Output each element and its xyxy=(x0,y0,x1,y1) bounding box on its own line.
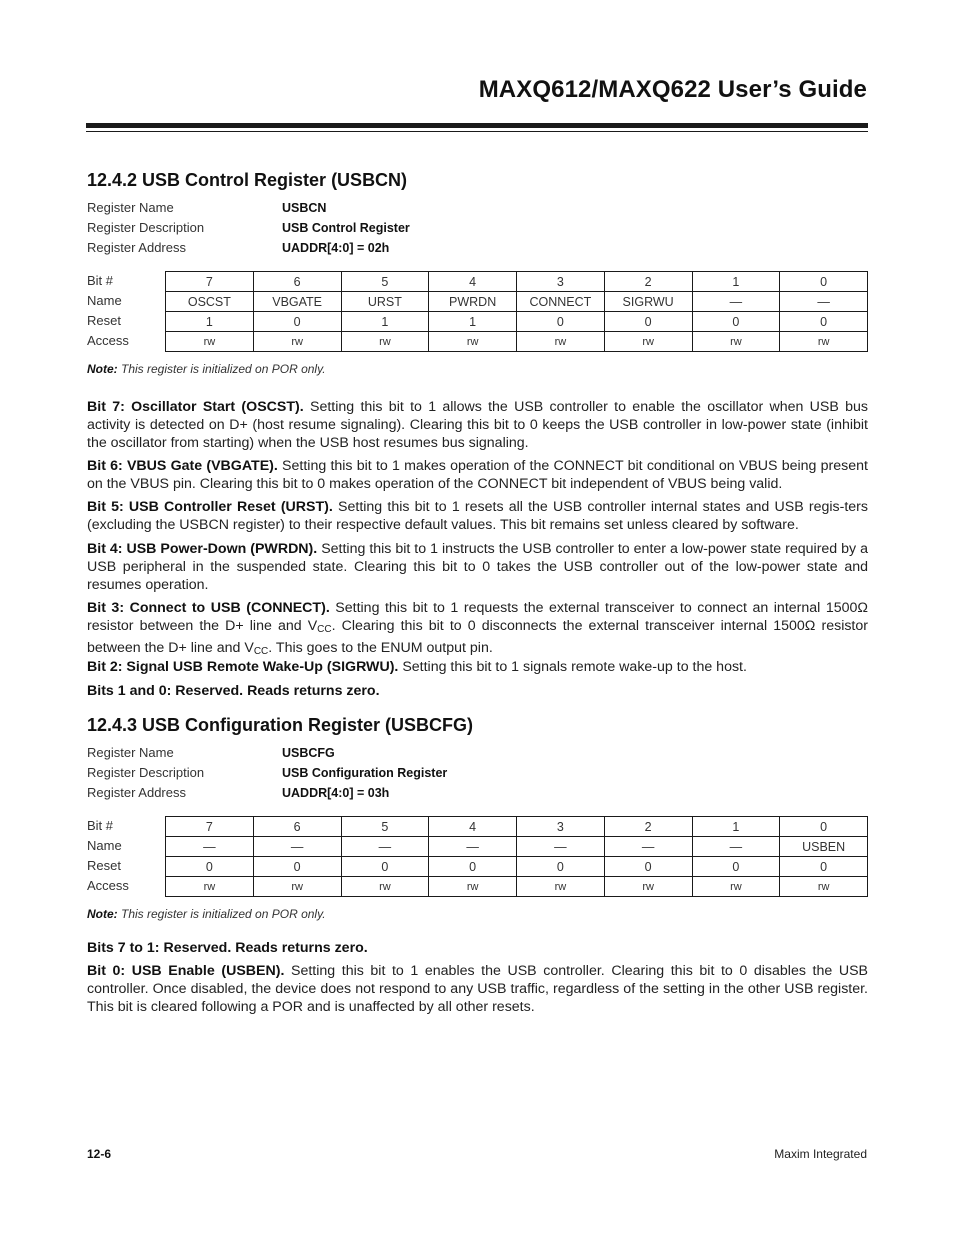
row-label-reset: Reset xyxy=(87,858,121,873)
access-row xyxy=(166,332,868,352)
info-value: USBCN xyxy=(282,201,327,215)
table-cell: rw xyxy=(604,332,692,352)
info-value: UADDR[4:0] = 03h xyxy=(282,786,390,800)
table-cell: rw xyxy=(604,877,692,897)
header-rule-thin xyxy=(86,131,868,132)
section-usbcn xyxy=(87,168,868,377)
section-usbcfg xyxy=(87,713,868,922)
paragraph-heading: Bit 6: VBUS Gate (VBGATE). xyxy=(87,458,278,474)
table-cell: 0 xyxy=(780,312,868,332)
table-cell: 0 xyxy=(517,312,605,332)
info-value: USBCFG xyxy=(282,746,335,760)
register-bit-map xyxy=(87,816,868,897)
section-title: 12.4.2 USB Control Register (USBCN) xyxy=(87,170,408,190)
info-label: Register Description xyxy=(87,220,205,235)
table-cell: 4 xyxy=(429,272,517,292)
info-label: Register Name xyxy=(87,745,174,760)
access-row xyxy=(166,877,868,897)
subscript-cc: CC xyxy=(253,646,269,657)
paragraph-heading: Bits 1 and 0: Reserved. Reads returns zero. xyxy=(87,683,380,699)
register-info xyxy=(87,743,868,803)
table-cell: — xyxy=(166,837,254,857)
row-label-access: Access xyxy=(87,333,129,348)
document-title: MAXQ612/MAXQ622 User’s Guide xyxy=(478,76,867,103)
table-cell: rw xyxy=(780,877,868,897)
table-cell: — xyxy=(253,837,341,857)
info-row xyxy=(87,743,868,763)
paragraph-text: Setting this bit to 1 resets all the USB controller internal states and USB regis-ters (excluding the USBCN register) to their respective default values. This bit remains set unless cleared by software. xyxy=(87,499,868,533)
table-cell: rw xyxy=(517,332,605,352)
page-number: 12-6 xyxy=(87,1147,112,1161)
subscript-cc: CC xyxy=(317,624,332,635)
table-cell: rw xyxy=(166,332,254,352)
table-cell: 0 xyxy=(166,857,254,877)
row-label-bit: Bit # xyxy=(87,818,114,833)
register-note xyxy=(87,906,868,922)
table-cell: — xyxy=(341,837,429,857)
table-cell: 1 xyxy=(429,312,517,332)
table-cell: rw xyxy=(429,332,517,352)
table-cell: 0 xyxy=(780,857,868,877)
info-row xyxy=(87,763,868,783)
row-label-reset: Reset xyxy=(87,313,121,328)
paragraph-bit5 xyxy=(87,498,868,534)
row-label-name: Name xyxy=(87,838,122,853)
paragraph-bit2 xyxy=(87,658,868,676)
table-cell: — xyxy=(692,292,780,312)
paragraph-heading: Bit 7: Oscillator Start (OSCST). xyxy=(87,399,304,415)
paragraph-heading: Bits 7 to 1: Reserved. Reads returns zero. xyxy=(87,940,368,956)
table-cell: rw xyxy=(341,332,429,352)
info-value: UADDR[4:0] = 02h xyxy=(282,241,390,255)
row-labels xyxy=(87,271,165,352)
register-info xyxy=(87,198,868,258)
register-table xyxy=(165,816,868,897)
table-cell: 0 xyxy=(780,272,868,292)
table-cell: PWRDN xyxy=(429,292,517,312)
row-label-name: Name xyxy=(87,293,122,308)
info-label: Register Address xyxy=(87,240,186,255)
table-cell: — xyxy=(692,837,780,857)
info-value: USB Configuration Register xyxy=(282,766,448,780)
table-cell: 0 xyxy=(604,312,692,332)
table-cell: rw xyxy=(429,877,517,897)
table-cell: 2 xyxy=(604,272,692,292)
table-cell: 2 xyxy=(604,817,692,837)
reset-row xyxy=(166,857,868,877)
paragraph-bit7 xyxy=(87,398,868,452)
paragraph-text: . This goes to the ENUM output pin. xyxy=(268,640,493,656)
table-cell: 0 xyxy=(780,817,868,837)
table-cell: USBEN xyxy=(780,837,868,857)
table-cell: 0 xyxy=(253,312,341,332)
paragraph-bit6 xyxy=(87,457,868,493)
table-cell: — xyxy=(429,837,517,857)
table-cell: SIGRWU xyxy=(604,292,692,312)
table-cell: URST xyxy=(341,292,429,312)
paragraph-text: Setting this bit to 1 requests the external transceiver to connect an internal 1500Ω resistor between the D+ line and V xyxy=(87,600,868,634)
table-cell: 0 xyxy=(341,857,429,877)
table-cell: — xyxy=(780,292,868,312)
table-cell: 0 xyxy=(692,857,780,877)
table-cell: — xyxy=(517,837,605,857)
paragraph-bit4 xyxy=(87,540,868,594)
table-cell: 1 xyxy=(341,312,429,332)
paragraph-text: Setting this bit to 1 makes operation of the CONNECT bit conditional on VBUS being present on the VBUS pin. Clearing this bit to 0 makes operation of the CONNECT bit independent of VBUS being valid. xyxy=(87,458,868,492)
table-cell: 0 xyxy=(692,312,780,332)
reset-row xyxy=(166,312,868,332)
table-cell: 0 xyxy=(517,857,605,877)
table-cell: rw xyxy=(692,877,780,897)
table-cell: 0 xyxy=(429,857,517,877)
paragraph-text: . Clearing this bit to 0 disconnects the external transceiver internal 1500Ω resistor between the D+ line and V xyxy=(87,618,868,656)
row-label-bit: Bit # xyxy=(87,273,114,288)
table-cell: 0 xyxy=(253,857,341,877)
table-cell: 3 xyxy=(517,817,605,837)
note-text: This register is initialized on POR only. xyxy=(117,362,326,376)
table-cell: 6 xyxy=(253,817,341,837)
table-cell: CONNECT xyxy=(517,292,605,312)
name-row xyxy=(166,292,868,312)
table-cell: rw xyxy=(166,877,254,897)
table-cell: 1 xyxy=(692,817,780,837)
paragraph-heading: Bit 5: USB Controller Reset (URST). xyxy=(87,499,333,515)
note-label: Note: xyxy=(87,362,118,376)
info-value: USB Control Register xyxy=(282,221,410,235)
header-rule-thick xyxy=(86,123,868,128)
note-text: This register is initialized on POR only. xyxy=(117,907,326,921)
paragraph-bits7-1 xyxy=(87,939,868,957)
name-row xyxy=(166,837,868,857)
register-table xyxy=(165,271,868,352)
info-label: Register Address xyxy=(87,785,186,800)
table-cell: VBGATE xyxy=(253,292,341,312)
table-cell: 5 xyxy=(341,817,429,837)
register-bit-map xyxy=(87,271,868,352)
paragraph-heading: Bit 4: USB Power-Down (PWRDN). xyxy=(87,541,318,557)
bit-row xyxy=(166,817,868,837)
paragraph-text: Setting this bit to 1 enables the USB controller. Clearing this bit to 0 disables the USB controller. Once disabled, the device does not respond to any USB traffic, regardless of the setting in the other USB register. This bit is cleared following a POR and is unaffected by all other resets. xyxy=(87,963,868,1015)
info-row xyxy=(87,238,868,258)
info-row xyxy=(87,218,868,238)
table-cell: rw xyxy=(253,332,341,352)
company-name: Maxim Integrated xyxy=(774,1147,867,1161)
register-note xyxy=(87,361,868,377)
paragraph-bit0 xyxy=(87,962,868,1016)
table-cell: 1 xyxy=(692,272,780,292)
table-cell: rw xyxy=(692,332,780,352)
table-cell: 3 xyxy=(517,272,605,292)
info-label: Register Name xyxy=(87,200,174,215)
table-cell: rw xyxy=(780,332,868,352)
table-cell: 5 xyxy=(341,272,429,292)
table-cell: rw xyxy=(253,877,341,897)
section-title: 12.4.3 USB Configuration Register (USBCFG) xyxy=(87,715,474,735)
row-labels xyxy=(87,816,165,897)
paragraph-bit3 xyxy=(87,599,868,661)
paragraph-text: Setting this bit to 1 allows the USB controller to enable the oscillator when USB bus activity is detected on D+ (host resume signaling). Clearing this bit to 0 keeps the USB controller in low-power state (inhibit the oscillator from starting) when the USB host resumes bus signaling. xyxy=(87,399,868,451)
row-label-access: Access xyxy=(87,878,129,893)
info-row xyxy=(87,783,868,803)
paragraph-bits1-0 xyxy=(87,682,868,700)
table-cell: 7 xyxy=(166,817,254,837)
paragraph-heading: Bit 2: Signal USB Remote Wake-Up (SIGRWU). xyxy=(87,659,399,675)
table-cell: OSCST xyxy=(166,292,254,312)
table-cell: 0 xyxy=(604,857,692,877)
info-row xyxy=(87,198,868,218)
paragraph-heading: Bit 0: USB Enable (USBEN). xyxy=(87,963,285,979)
table-cell: 1 xyxy=(166,312,254,332)
info-label: Register Description xyxy=(87,765,205,780)
paragraph-text: Setting this bit to 1 instructs the USB controller to enter a low-power state required by a USB peripheral in the suspended state. Clearing this bit to 0 takes the USB controller out of the low-power state and resumes operation. xyxy=(87,541,868,593)
paragraph-text: Setting this bit to 1 signals remote wake-up to the host. xyxy=(398,659,747,675)
table-cell: 7 xyxy=(166,272,254,292)
table-cell: — xyxy=(604,837,692,857)
table-cell: rw xyxy=(517,877,605,897)
table-cell: 6 xyxy=(253,272,341,292)
bit-row xyxy=(166,272,868,292)
table-cell: rw xyxy=(341,877,429,897)
note-label: Note: xyxy=(87,907,118,921)
paragraph-heading: Bit 3: Connect to USB (CONNECT). xyxy=(87,600,330,616)
table-cell: 4 xyxy=(429,817,517,837)
